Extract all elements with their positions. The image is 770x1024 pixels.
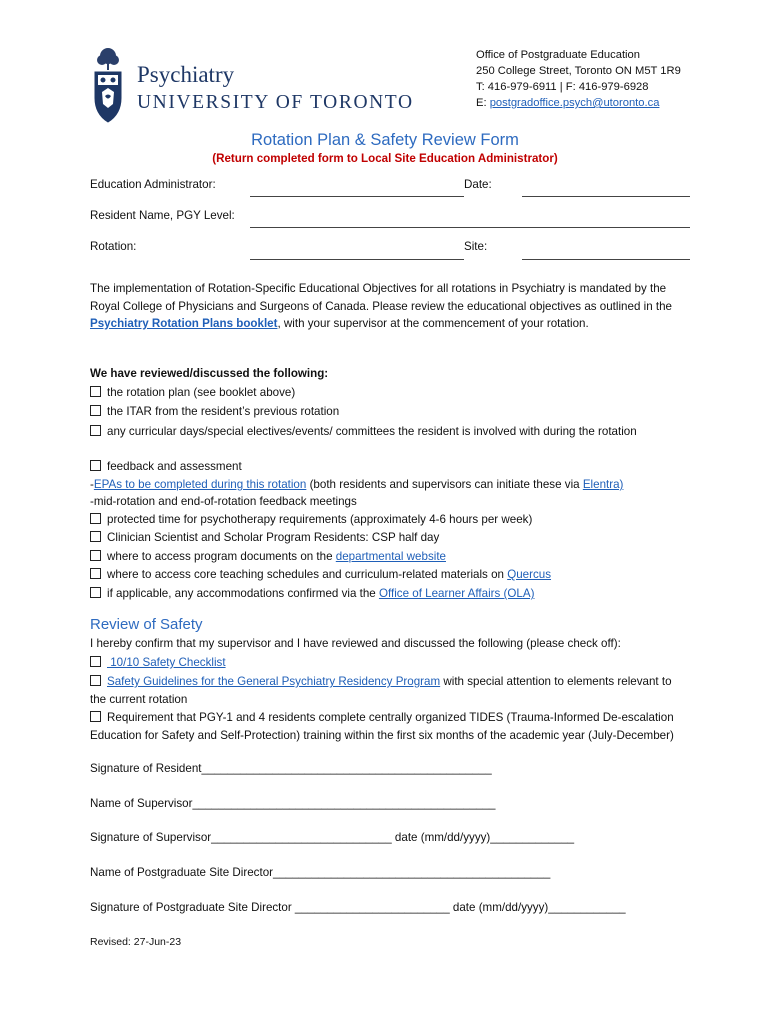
form-title: Rotation Plan & Safety Review Form	[251, 131, 519, 149]
checkbox[interactable]	[90, 405, 101, 416]
revised-date: Revised: 27-Jun-23	[90, 936, 182, 948]
signature-site-director[interactable]: Signature of Postgraduate Site Director ________________________ date (mm/dd/yyyy)____________	[90, 901, 626, 914]
office-email-link[interactable]: postgradoffice.psych@utoronto.ca	[489, 97, 660, 109]
review-item-label: the rotation plan (see booklet above)	[107, 386, 296, 399]
rotation-label: Rotation:	[90, 240, 137, 253]
review-item-label: protected time for psychotherapy requirements (approximately 4-6 hours per week)	[107, 513, 533, 526]
ola-link[interactable]: Office of Learner Affairs (OLA)	[378, 587, 535, 600]
resident-name-label: Resident Name, PGY Level:	[90, 209, 235, 222]
intro-text-after: , with your supervisor at the commencement of your rotation.	[277, 317, 589, 330]
signature-resident[interactable]: Signature of Resident_____________________________________________	[90, 762, 492, 775]
education-admin-label: Education Administrator:	[90, 178, 216, 191]
rotation-field[interactable]	[250, 259, 464, 260]
quercus-link[interactable]: Quercus	[507, 568, 552, 581]
epa-line	[90, 478, 623, 491]
site-field[interactable]	[522, 259, 690, 260]
checkbox[interactable]	[90, 460, 101, 471]
review-item-label: where to access program documents on the	[107, 550, 336, 563]
review-item-label: any curricular days/special electives/events/ committees the resident is involved with during the rotation	[107, 425, 637, 438]
review-item-csp[interactable]	[90, 531, 439, 544]
checkbox[interactable]	[90, 550, 101, 561]
review-item-label: the ITAR from the resident’s previous rotation	[107, 405, 340, 418]
office-phone: T: 416-979-6911 | F: 416-979-6928	[476, 81, 649, 93]
signature-supervisor[interactable]: Signature of Supervisor____________________________ date (mm/dd/yyyy)_____________	[90, 831, 575, 844]
checkbox[interactable]	[90, 386, 101, 397]
epa-middle-text: (both residents and supervisors can initiate these via	[306, 478, 583, 491]
checkbox[interactable]	[90, 711, 101, 722]
review-item-psychotherapy[interactable]	[90, 513, 532, 526]
mid-rotation-line: -mid-rotation and end-of-rotation feedback meetings	[90, 495, 357, 508]
site-label: Site:	[464, 240, 488, 253]
university-crest-logo	[93, 46, 123, 128]
review-item-teaching-schedules[interactable]	[90, 568, 551, 581]
form-subtitle: (Return completed form to Local Site Education Administrator)	[212, 152, 558, 165]
epa-prefix: -	[90, 478, 94, 491]
name-supervisor[interactable]: Name of Supervisor_______________________________________________	[90, 797, 496, 810]
review-item-curricular[interactable]	[90, 423, 690, 441]
review-item-feedback[interactable]	[90, 460, 242, 473]
review-item-label: if applicable, any accommodations confirmed via the	[107, 587, 379, 600]
safety-heading: Review of Safety	[90, 616, 203, 633]
education-admin-field[interactable]	[250, 196, 464, 197]
review-item-itar[interactable]	[90, 405, 339, 418]
office-contact-block	[476, 47, 681, 111]
office-name: Office of Postgraduate Education	[476, 49, 640, 61]
review-heading: We have reviewed/discussed the following:	[90, 367, 329, 380]
safety-guidelines-link[interactable]: Safety Guidelines for the General Psychiatry Residency Program	[107, 675, 441, 688]
checkbox[interactable]	[90, 568, 101, 579]
review-item-label: where to access core teaching schedules and curriculum-related materials on	[107, 568, 508, 581]
name-site-director[interactable]: Name of Postgraduate Site Director___________________________________________	[90, 866, 551, 879]
safety-checklist-link[interactable]: 10/10 Safety Checklist	[107, 656, 226, 669]
checkbox[interactable]	[90, 587, 101, 598]
safety-item-label: with special attention to elements relevant to the current rotation	[90, 675, 672, 706]
checkbox[interactable]	[90, 425, 101, 436]
rotation-plans-booklet-link[interactable]: Psychiatry Rotation Plans booklet	[90, 317, 278, 330]
review-item-label: Clinician Scientist and Scholar Program Residents: CSP half day	[107, 531, 440, 544]
resident-name-field[interactable]	[250, 227, 690, 228]
office-address: 250 College Street, Toronto ON M5T 1R9	[476, 65, 681, 77]
checkbox[interactable]	[90, 531, 101, 542]
safety-item-guidelines[interactable]	[90, 673, 690, 708]
checkbox[interactable]	[90, 513, 101, 524]
departmental-website-link[interactable]: departmental website	[335, 550, 446, 563]
safety-item-label: Requirement that PGY-1 and 4 residents complete centrally organized TIDES (Trauma-Informed De-escalation Education for Safety and Self-Protection) training within the first six months of the academic year (July-December)	[90, 711, 674, 742]
elentra-link[interactable]: Elentra)	[582, 478, 624, 491]
safety-item-checklist[interactable]	[90, 656, 226, 669]
date-label: Date:	[464, 178, 492, 191]
safety-item-tides[interactable]	[90, 709, 690, 744]
review-item-rotation-plan[interactable]	[90, 386, 295, 399]
review-item-label: feedback and assessment	[107, 460, 242, 473]
office-email-prefix: E:	[476, 97, 490, 109]
date-field[interactable]	[522, 196, 690, 197]
review-item-accommodations[interactable]	[90, 587, 534, 600]
university-name: UNIVERSITY OF TORONTO	[137, 92, 414, 113]
safety-intro: I hereby confirm that my supervisor and I have reviewed and discussed the following (please check off):	[90, 637, 621, 650]
review-item-program-documents[interactable]	[90, 550, 446, 563]
intro-text-before: The implementation of Rotation-Specific Educational Objectives for all rotations in Psychiatry is mandated by the Royal College of Physicians and Surgeons of Canada. Please review the educational objectives as outlined in the	[90, 282, 672, 313]
checkbox[interactable]	[90, 675, 101, 686]
checkbox[interactable]	[90, 656, 101, 667]
epa-link[interactable]: EPAs to be completed during this rotation	[93, 478, 307, 491]
intro-paragraph	[90, 280, 690, 333]
department-name: Psychiatry	[137, 62, 235, 87]
